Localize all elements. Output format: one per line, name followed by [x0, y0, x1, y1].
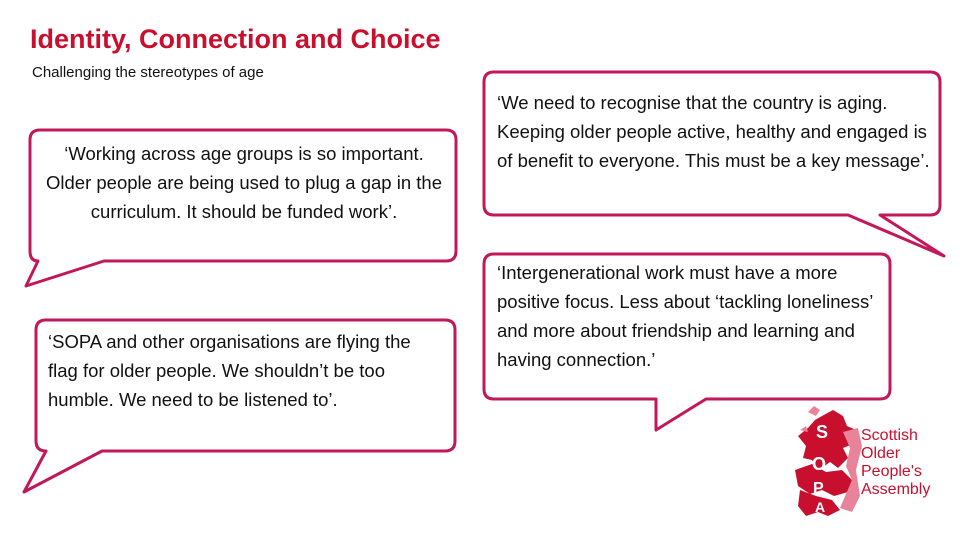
quote-2: ‘SOPA and other organisations are flying the flag for older people. We shouldn’t be too humble. We need to be listened to’. [48, 331, 411, 410]
logo-letter-o: O [812, 454, 827, 474]
logo-letter-p: P [813, 480, 824, 497]
sopa-logo-map [795, 406, 862, 516]
page-subtitle: Challenging the stereotypes of age [32, 64, 264, 81]
logo-letter-s: S [816, 422, 829, 442]
page-title: Identity, Connection and Choice [30, 24, 441, 54]
logo-line-assembly: Assembly [861, 481, 931, 498]
quote-1: ‘Working across age groups is so important. Older people are being used to plug a gap in the curriculum. It should be funded work’. [46, 143, 442, 222]
quote-3: ‘We need to recognise that the country is aging. Keeping older people active, healthy and engaged is of benefit to everyone. This must be a key message’. [497, 92, 930, 171]
logo-letter-a: A [815, 499, 826, 515]
logo-line-peoples: People's [861, 463, 922, 480]
sopa-logo-text [861, 427, 930, 499]
logo-line-older: Older [861, 445, 901, 462]
logo-line-scottish: Scottish [861, 427, 918, 444]
quote-4: ‘Intergenerational work must have a more positive focus. Less about ‘tackling loneliness’ and more about friendship and learning and having connection.’ [497, 262, 873, 370]
